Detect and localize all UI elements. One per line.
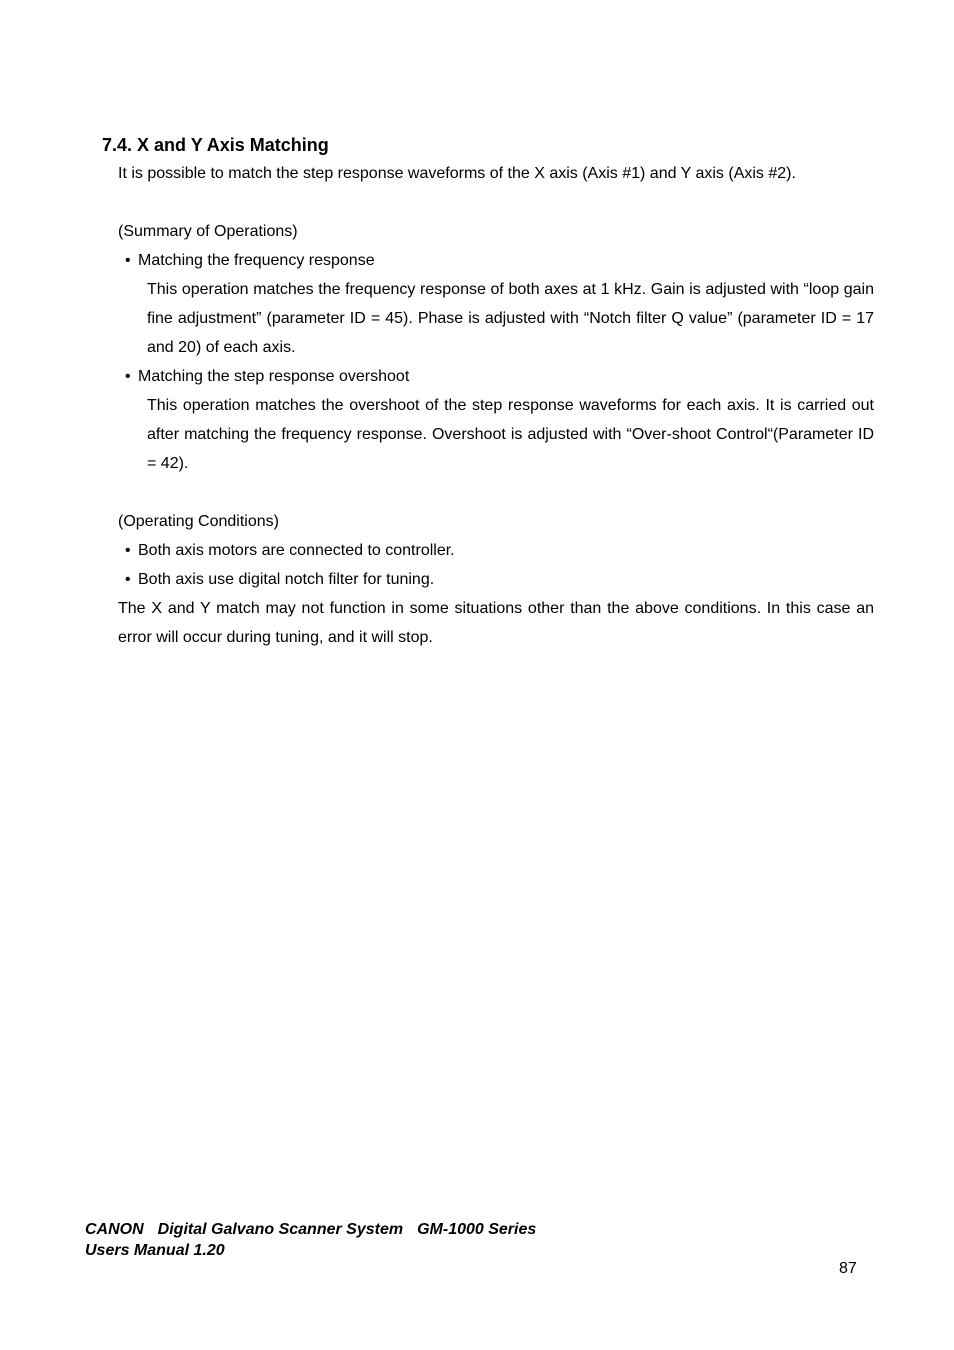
summary-item-label: Matching the frequency response	[138, 252, 375, 269]
footer-company: CANON	[85, 1221, 144, 1238]
spacer	[118, 188, 874, 217]
summary-item-frequency	[118, 246, 874, 275]
summary-item-description: This operation matches the frequency response of both axes at 1 kHz. Gain is adjusted with “loop gain fine adjustment” (parameter ID = 45). Phase is adjusted with “Notch filter Q value” (parameter ID = 17 and 20) of each axis.	[147, 281, 874, 356]
page-footer	[85, 1219, 536, 1261]
bullet-icon: •	[125, 571, 131, 588]
intro-paragraph: It is possible to match the step response waveforms of the X axis (Axis #1) and Y axis (Axis #2).	[118, 165, 796, 182]
summary-item-description: This operation matches the overshoot of the step response waveforms for each axis. It is carried out after matching the frequency response. Overshoot is adjusted with “Over-shoot Control“(Parameter ID = 42).	[147, 397, 874, 472]
spacer	[118, 478, 874, 507]
condition-item-text: Both axis motors are connected to controller.	[138, 542, 455, 559]
summary-item-label: Matching the step response overshoot	[138, 368, 410, 385]
footer-line-product	[85, 1219, 536, 1240]
footer-product: Digital Galvano Scanner System	[157, 1221, 404, 1238]
conditions-title: (Operating Conditions)	[118, 513, 279, 530]
condition-item	[118, 536, 874, 565]
section-body	[118, 159, 874, 652]
conditions-note: The X and Y match may not function in some situations other than the above conditions. In this case an error will occur during tuning, and it will stop.	[118, 600, 874, 646]
footer-manual: Users Manual 1.20	[85, 1242, 225, 1259]
page-number: 87	[839, 1260, 857, 1277]
summary-item-overshoot	[118, 362, 874, 391]
bullet-icon: •	[125, 368, 131, 385]
footer-series: GM-1000 Series	[417, 1221, 537, 1238]
condition-item	[118, 565, 874, 594]
summary-title: (Summary of Operations)	[118, 223, 298, 240]
section-heading: 7.4. X and Y Axis Matching	[102, 135, 329, 155]
bullet-icon: •	[125, 542, 131, 559]
condition-item-text: Both axis use digital notch filter for tuning.	[138, 571, 435, 588]
bullet-icon: •	[125, 252, 131, 269]
